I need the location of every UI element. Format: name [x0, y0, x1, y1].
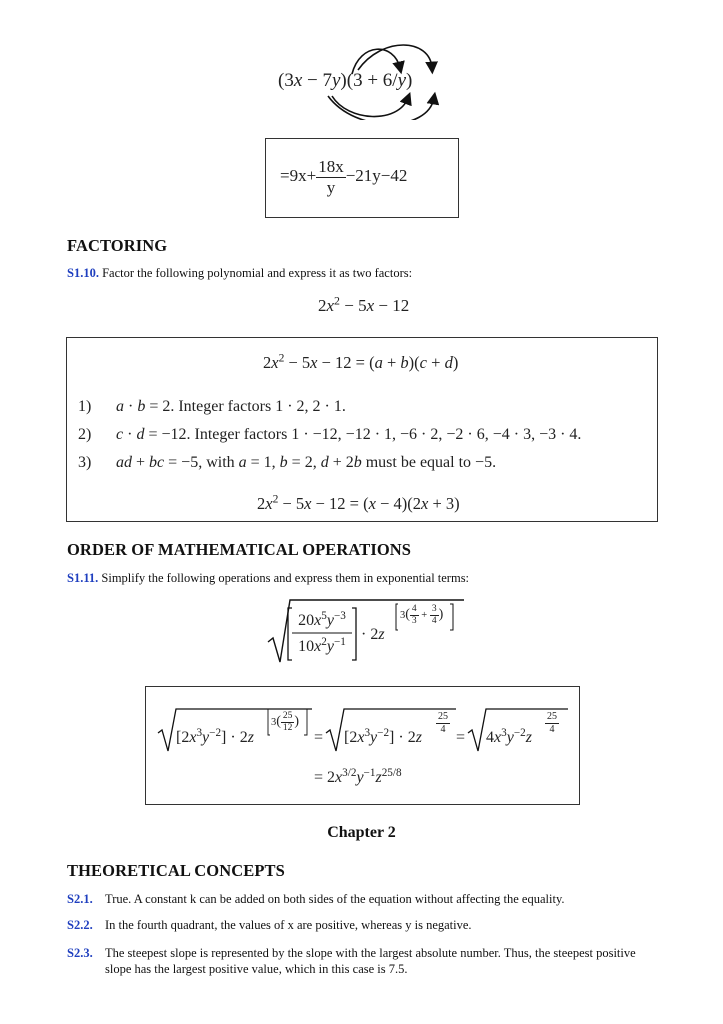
foil-result-fraction: [316, 157, 346, 197]
factoring-polynomial: $2x^2 - 5x - 12$: [318, 293, 410, 315]
item-label: S2.1.: [67, 892, 93, 906]
order-ops-heading: ORDER OF MATHEMATICAL OPERATIONS: [67, 540, 412, 559]
factoring-box: [66, 337, 658, 522]
item-label: S2.3.: [67, 946, 93, 960]
item-text: The steepest slope is represented by the slope with the largest absolute number. Thus, the steepest positive slope has the largest positive value, which in this case is 7.5.: [105, 946, 636, 977]
problem-text: Factor the following polynomial and express it as two factors:: [102, 266, 413, 280]
order-ops-expression: [266, 596, 466, 666]
step-3: 3) ad + bc = −5, with a = 1, b = 2, d + 2b must be equal to −5.: [78, 454, 497, 471]
equals-1: =: [314, 729, 324, 746]
solution-final: = $2x^{3/2}y^{-1}z^{25/8}$: [314, 766, 402, 786]
expr-denominator: $10x^2y^{-1}$: [298, 635, 346, 655]
problem-s1-11: [67, 571, 469, 586]
expr-multiplier: · 2z: [361, 626, 385, 643]
foil-frac-num: 18x: [318, 157, 344, 176]
foil-frac-den: y: [326, 177, 336, 197]
foil-figure: [270, 40, 460, 120]
order-ops-box: [145, 686, 580, 805]
solution-exp-2: $\frac{25}{4}$: [438, 711, 448, 735]
step-num: 2): [78, 426, 92, 443]
item-s2-1: [67, 892, 667, 907]
foil-expression: (3x − 7y)(3 + 6/y): [278, 70, 413, 91]
factoring-heading: FACTORING: [67, 236, 168, 255]
foil-result-prefix: =9x+: [280, 165, 317, 185]
solution-term-2: $[2x^3y^{-2}] \cdot 2z$: [344, 726, 422, 746]
chapter-title: Chapter 2: [327, 824, 396, 841]
problem-label: S1.10.: [67, 266, 99, 280]
problem-s1-10: [67, 266, 412, 281]
step-2: 2) c · d = −12. Integer factors 1 · −12, −12 · 1, −6 · 2, −2 · 6, −4 · 3, −3 · 4.: [78, 426, 582, 443]
solution-term-3: $4x^3y^{-2}z$: [486, 726, 532, 746]
problem-text: Simplify the following operations and express them in exponential terms:: [101, 571, 470, 585]
foil-result: [280, 157, 407, 197]
foil-result-box: [265, 138, 459, 218]
equals-2: =: [456, 729, 466, 746]
foil-result-suffix: −21y−42: [345, 165, 408, 185]
solution-exp-1: 3( $\frac{25}{12}$ ): [271, 711, 300, 733]
expr-exponent: 3( $\frac{4}{3}$ + $\frac{3}{4}$ ): [400, 604, 444, 626]
expr-numerator: $20x^5y^{-3}$: [298, 609, 346, 629]
item-text: True. A constant k can be added on both sides of the equation without affecting the equality.: [105, 892, 565, 906]
factoring-setup: $2x^2 - 5x - 12 = (a + b)(c + d)$: [263, 352, 459, 372]
theoretical-heading: THEORETICAL CONCEPTS: [67, 861, 285, 880]
solution-term-1: $[2x^3y^{-2}] \cdot 2z$: [176, 726, 254, 746]
item-s2-3: [67, 945, 657, 978]
solution-exp-3: $\frac{25}{4}$: [547, 711, 557, 735]
step-num: 3): [78, 454, 92, 471]
item-s2-2: [67, 918, 667, 933]
step-num: 1): [78, 398, 92, 415]
problem-label: S1.11.: [67, 571, 99, 585]
step-1: 1) a · b = 2. Integer factors 1 · 2, 2 · 1.: [78, 398, 346, 415]
item-text: In the fourth quadrant, the values of x are positive, whereas y is negative.: [105, 918, 472, 932]
factoring-answer: $2x^2 - 5x - 12 = (x - 4)(2x + 3)$: [257, 493, 460, 513]
item-label: S2.2.: [67, 918, 93, 932]
